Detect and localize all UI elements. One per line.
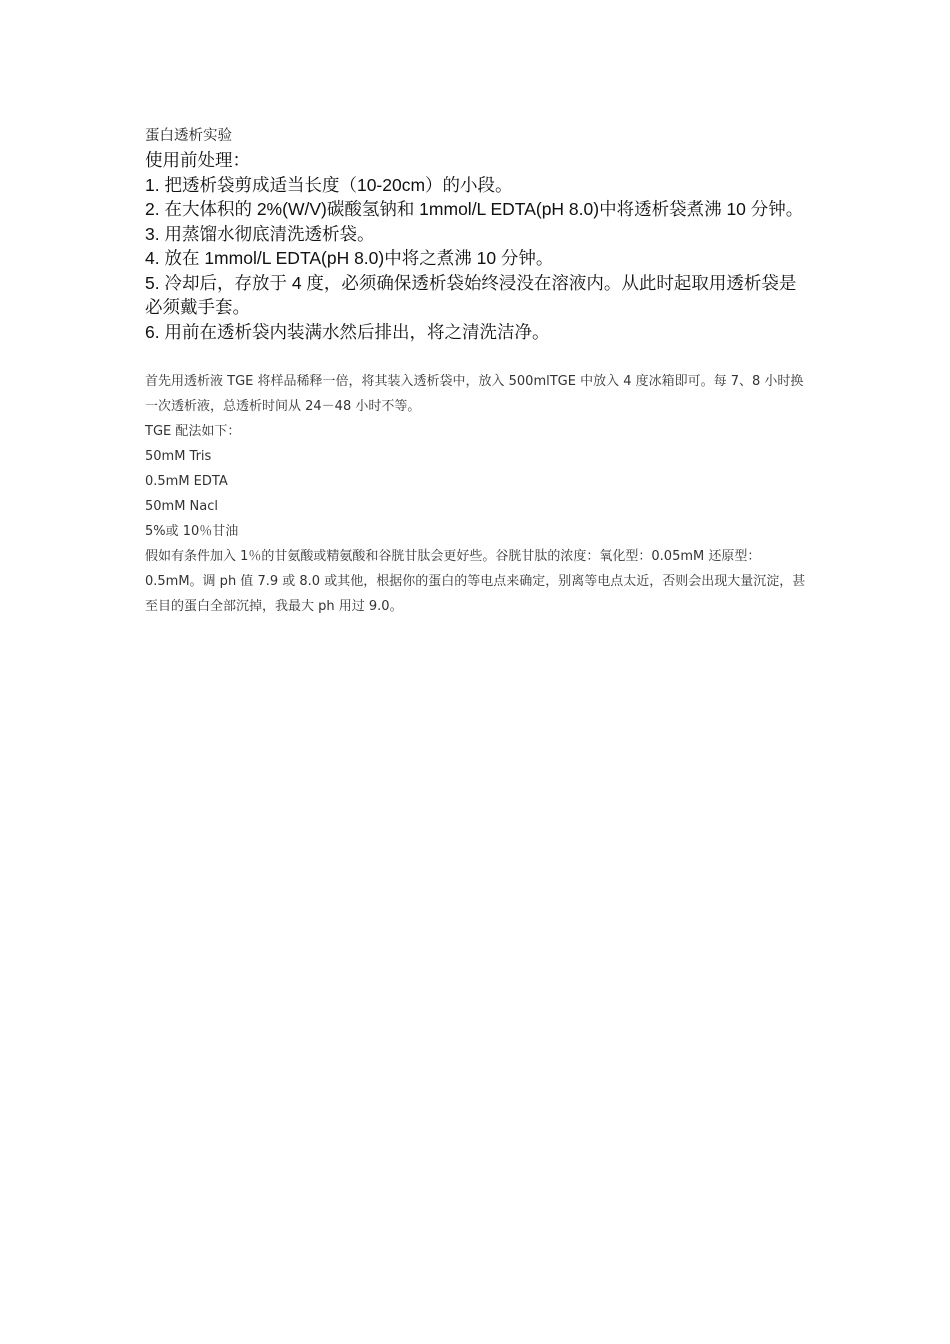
formula-item-nacl: 50mM Nacl: [145, 499, 219, 514]
step-5: 5. 冷却后，存放于 4 度，必须确保透析袋始终浸没在溶液内。从此时起取用透析袋是必须戴手套。: [145, 272, 797, 317]
additive-note: 假如有条件加入 1％的甘氨酸或精氨酸和谷胱甘肽会更好些。谷胱甘肽的浓度：氧化型：0.05mM 还原型：0.5mM。调 ph 值 7.9 或 8.0 或其他，根据你的蛋白的等电点来确定，别离等电点太近，否则会出现大量沉淀，甚至目的蛋白全部沉掉，我最大 ph 用过 9.0。: [145, 549, 806, 614]
step-2: 2. 在大体积的 2%(W/V)碳酸氢钠和 1mmol/L EDTA(pH 8.0)中将透析袋煮沸 10 分钟。: [145, 199, 804, 219]
formula-heading: TGE 配法如下：: [145, 424, 241, 439]
pretreatment-heading: 使用前处理：: [145, 150, 250, 170]
formula-item-glycerol: 5%或 10％甘油: [145, 524, 239, 539]
step-1: 1. 把透析袋剪成适当长度（10-20cm）的小段。: [145, 174, 513, 195]
step-3: 3. 用蒸馏水彻底清洗透析袋。: [145, 223, 375, 244]
document-page: [145, 124, 810, 619]
formula-item-edta: 0.5mM EDTA: [145, 474, 228, 489]
document-title: 蛋白透析实验: [145, 128, 232, 144]
formula-item-tris: 50mM Tris: [145, 449, 212, 464]
step-4: 4. 放在 1mmol/L EDTA(pH 8.0)中将之煮沸 10 分钟。: [145, 248, 554, 268]
paragraph-spacer: [145, 344, 810, 369]
step-6: 6. 用前在透析袋内装满水然后排出，将之清洗洁净。: [145, 321, 550, 342]
procedure-paragraph: 首先用透析液 TGE 将样品稀释一倍，将其装入透析袋中，放入 500mlTGE 中放入 4 度冰箱即可。每 7、8 小时换一次透析液，总透析时间从 24－48 小时不等。: [145, 374, 804, 414]
